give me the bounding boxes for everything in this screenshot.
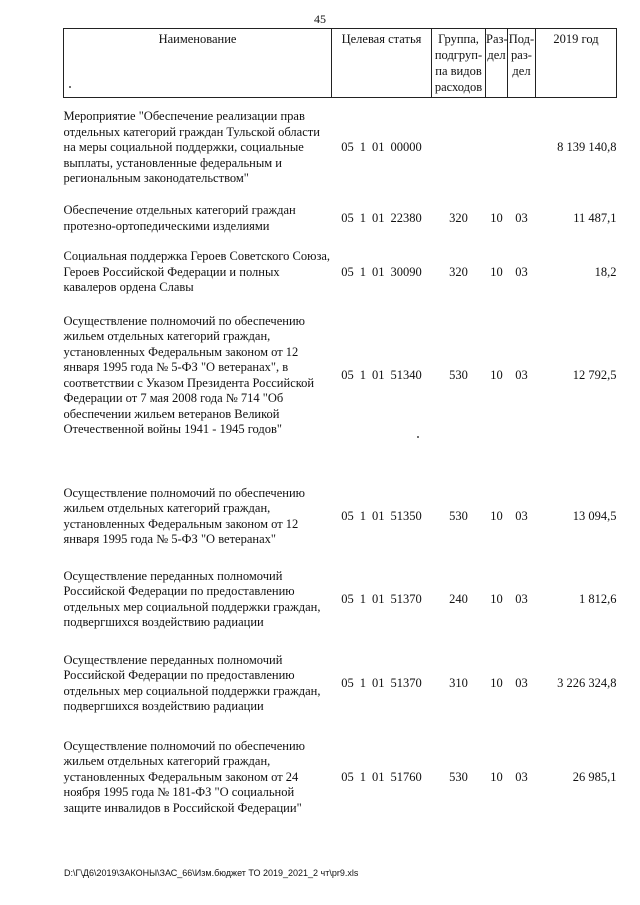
row-group: 240 [449,591,468,606]
table-row [64,642,617,726]
row-group: 530 [449,769,468,784]
header-subsection-line: раз- [511,48,532,62]
header-subsection-line: дел [512,64,531,78]
code-part: 1 [359,140,366,154]
code-part: 05 [341,769,354,784]
row-group [432,98,486,198]
code-part: 01 [372,769,385,784]
code-part: 05 [341,140,354,154]
code-part: 01 [372,508,385,523]
row-subsection: 03 [515,769,528,784]
row-section: 10 [490,264,503,279]
code-part: 51760 [390,769,422,784]
row-subsection: 03 [515,264,528,279]
row-subsection: 03 [515,367,528,382]
header-year: 2019 год [536,29,617,98]
row-group: 320 [449,210,468,225]
header-target: Целевая статья [332,29,432,98]
row-amount: 11 487,1 [573,210,617,225]
row-section [486,98,508,198]
row-target-code [332,726,432,830]
row-name: Социальная поддержка Героев Советского Союза, Героев Российской Федерации и полных кавалеров ордена Славы [63,249,331,295]
code-part: 51370 [390,675,422,690]
row-section: 10 [490,210,503,225]
row-amount: 18,2 [594,264,617,279]
code-part: 22380 [390,210,422,225]
scan-speck [69,86,71,88]
table-row [64,446,617,558]
code-part: 00000 [390,140,422,154]
row-subsection: 03 [515,210,528,225]
row-subsection [508,98,536,198]
code-part: 1 [359,675,366,690]
header-group-line: па видов [435,64,482,78]
code-part: 1 [359,210,366,225]
code-part: 01 [372,140,385,154]
row-section: 10 [490,769,503,784]
code-part: 1 [359,508,366,523]
code-part: 51340 [390,367,422,382]
table-row [64,198,617,240]
header-section [486,29,508,98]
table-row [64,98,617,198]
row-name: Мероприятие "Обеспечение реализации прав отдельных категорий граждан Тульской области на меры социальной поддержки, социальные выплаты, установленные федеральным и региональным законодательством" [63,109,320,185]
row-name: Осуществление полномочий по обеспечению жильем отдельных категорий граждан, установленных Федеральным законом от 24 ноября 1995 года № 181-ФЗ "О социальной защите инвалидов в Российской Федерации" [63,738,305,815]
scan-speck [417,436,419,438]
row-section: 10 [490,591,503,606]
row-target-code [332,306,432,446]
header-subsection-line: Под- [508,32,535,46]
page-number: 45 [314,12,326,26]
row-name: Осуществление полномочий по обеспечению жильем отдельных категорий граждан, установленных Федеральным законом от 12 января 1995 года № 5-ФЗ "О ветеранах", в соответствии с Указом Президента Российской Федерации от 7 мая 2008 года № 714 "Об обеспечении жильем ветеранов Великой Отечественной войны 1941 - 1945 годов" [63,313,315,436]
code-part: 05 [341,367,354,382]
row-group: 310 [449,675,468,690]
row-target-code [332,558,432,642]
code-part: 1 [359,769,366,784]
table-row [64,558,617,642]
code-part: 1 [359,367,366,382]
file-path-footer: D:\Г\Д6\2019\ЗАКОНЫ\ЗАС_66\Изм.бюджет ТО 2019_2021_2 чт\pr9.xls [64,868,359,878]
row-amount: 26 985,1 [572,769,617,784]
row-subsection: 03 [515,591,528,606]
row-amount: 1 812,6 [579,591,617,606]
row-target-code [332,198,432,240]
table-row [64,726,617,830]
row-subsection: 03 [515,675,528,690]
row-group: 320 [449,264,468,279]
code-part: 05 [341,508,354,523]
code-part: 05 [341,675,354,690]
row-target-code [332,240,432,306]
header-group [432,29,486,98]
header-group-line: расходов [434,80,483,94]
row-name: Обеспечение отдельных категорий граждан протезно-ортопедическими изделиями [63,203,296,233]
header-section-line: дел [487,48,506,62]
row-name: Осуществление полномочий по обеспечению жильем отдельных категорий граждан, установленных Федеральным законом от 12 января 1995 года № 5-ФЗ "О ветеранах" [63,485,305,546]
table-row [64,240,617,306]
code-part: 51350 [390,508,422,523]
code-part: 01 [372,367,385,382]
code-part: 01 [372,591,385,606]
row-name: Осуществление переданных полномочий Российской Федерации по предоставлению отдельных мер социальной поддержки граждан, подвергшихся воздействию радиации [63,652,321,713]
code-part: 01 [372,675,385,690]
header-section-line: Раз- [486,32,508,46]
row-section: 10 [490,508,503,523]
header-subsection [508,29,536,98]
code-part: 05 [341,210,354,225]
row-amount: 3 226 324,8 [557,675,617,690]
row-target-code [332,446,432,558]
budget-table [63,28,617,830]
row-group: 530 [449,367,468,382]
code-part: 05 [341,591,354,606]
table-row [64,306,617,446]
header-name: Наименование [64,29,332,98]
code-part: 1 [359,264,366,279]
row-amount: 8 139 140,8 [557,140,617,154]
code-part: 1 [359,591,366,606]
row-name: Осуществление переданных полномочий Российской Федерации по предоставлению отдельных мер социальной поддержки граждан, подвергшихся воздействию радиации [63,568,321,629]
code-part: 51370 [390,591,422,606]
header-group-line: подгруп- [434,48,483,62]
row-subsection: 03 [515,508,528,523]
row-target-code [332,642,432,726]
row-group: 530 [449,508,468,523]
row-target-code [332,98,432,198]
row-amount: 12 792,5 [572,367,617,382]
code-part: 05 [341,264,354,279]
code-part: 01 [372,210,385,225]
row-section: 10 [490,675,503,690]
header-group-line: Группа, [438,32,479,46]
code-part: 30090 [390,264,422,279]
row-section: 10 [490,367,503,382]
code-part: 01 [372,264,385,279]
row-amount: 13 094,5 [572,508,617,523]
